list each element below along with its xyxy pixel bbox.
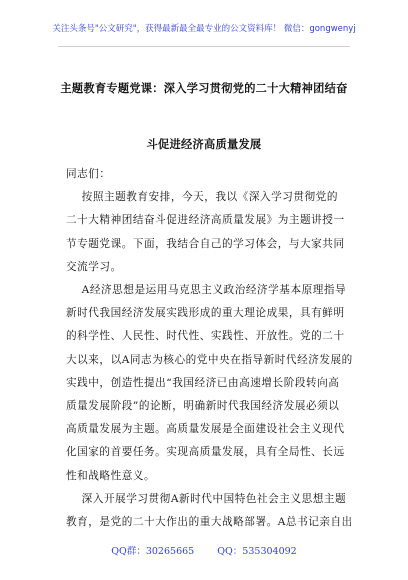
body-line: 节专题党课。下面，我结合自己的学习体会，与大家共同 (66, 237, 345, 250)
footer-contact (0, 543, 408, 557)
body-line: 同志们： (66, 168, 111, 180)
body-line: 高质量发展为主题。高质量发展是全面建设社会主义现代 (66, 423, 345, 436)
footer-qq: QQ：535304092 (217, 546, 297, 557)
header-note: 关注头条号"公文研究"，获得最新最全最专业的公文资料库！ 微信：gongwenyj (52, 24, 356, 34)
body-line: 二十大精神团结奋斗促进经济高质量发展》为主题讲授一 (66, 214, 345, 227)
body-line: 深入开展学习贯彻A新时代中国特色社会主义思想主题 (66, 492, 347, 505)
body-line: 按照主题教育安排，今天，我以《深入学习贯彻党的 (66, 191, 338, 204)
footer-qq-group: QQ群：30265665 (111, 546, 195, 557)
header-divider (58, 46, 350, 47)
body-line: 交流学习。 (66, 260, 122, 273)
body-line: 实践中，创造性提出“我国经济已由高速增长阶段转向高 (66, 376, 340, 389)
body-line: 质量发展阶段”的论断，明确新时代我国经济发展必须以 (66, 400, 340, 412)
body-line: 新时代我国经济发展实践形成的重大理论成果，具有鲜明 (66, 307, 345, 320)
body-line: 教育，是党的二十大作出的重大战略部署。A总书记亲自出 (66, 516, 353, 528)
document-title-line-2: 斗促进经济高质量发展 (146, 138, 262, 151)
body-line: A经济思想是运用马克思主义政治经济学基本原理指导 (66, 284, 347, 296)
body-line: 的科学性、人民性、时代性、实践性、开放性。党的二十 (66, 330, 345, 343)
body-line: 性和战略性意义。 (66, 469, 156, 482)
body-line: 化国家的首要任务。实现高质量发展，具有全局性、长远 (66, 446, 345, 459)
document-title-line-1: 主题教育专题党课：深入学习贯彻党的二十大精神团结奋 (60, 82, 348, 95)
body-line: 大以来，以A同志为核心的党中央在指导新时代经济发展的 (66, 353, 353, 366)
